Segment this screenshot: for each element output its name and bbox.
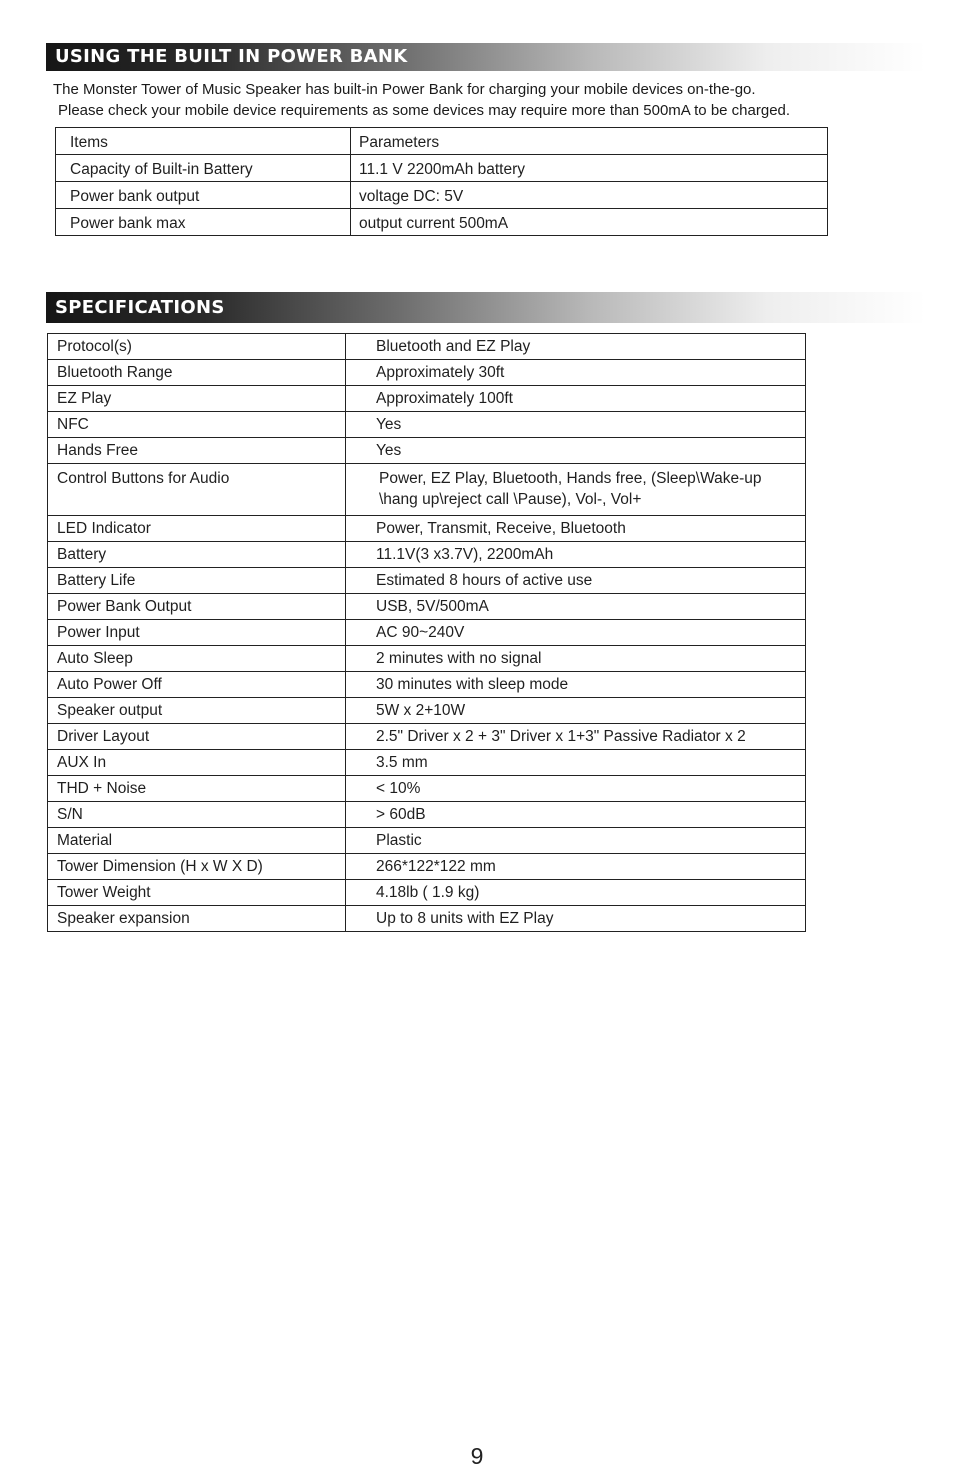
spec-value: [346, 698, 806, 724]
spec-value: [346, 724, 806, 750]
spec-value: [346, 646, 806, 672]
spec-label: S/N: [48, 802, 346, 828]
spec-value-line: USB, 5V/500mA: [376, 598, 489, 615]
power-bank-table: [55, 127, 828, 236]
spec-label: Driver Layout: [48, 724, 346, 750]
spec-value-line: Up to 8 units with EZ Play: [376, 910, 554, 927]
spec-value-line: 266*122*122 mm: [376, 858, 496, 875]
spec-value-line: Power, EZ Play, Bluetooth, Hands free, (Sleep\Wake-up: [379, 470, 762, 487]
spec-label: Battery: [48, 542, 346, 568]
spec-value: [346, 620, 806, 646]
table-cell-parameter: output current 500mA: [351, 209, 828, 236]
spec-row: [48, 750, 806, 776]
spec-row: [48, 854, 806, 880]
spec-row: [48, 464, 806, 516]
spec-label: Tower Dimension (H x W X D): [48, 854, 346, 880]
spec-value-line: 30 minutes with sleep mode: [376, 676, 569, 693]
spec-value: [346, 594, 806, 620]
spec-value-line: Approximately 100ft: [376, 390, 513, 407]
spec-value-line: Approximately 30ft: [376, 364, 505, 381]
power-bank-intro-line-1: The Monster Tower of Music Speaker has built-in Power Bank for charging your mobile devices on-the-go.: [53, 81, 756, 98]
table-cell-item: Capacity of Built-in Battery: [56, 155, 351, 182]
spec-row: [48, 438, 806, 464]
spec-value-line: 4.18lb ( 1.9 kg): [376, 884, 480, 901]
spec-value-line: 2.5" Driver x 2 + 3" Driver x 1+3" Passive Radiator x 2: [376, 728, 746, 745]
spec-row: [48, 672, 806, 698]
table-header-cell: Items: [56, 128, 351, 155]
spec-value: [346, 464, 806, 516]
spec-label: THD + Noise: [48, 776, 346, 802]
spec-value-line: \hang up\reject call \Pause), Vol-, Vol+: [379, 491, 642, 508]
spec-value: [346, 802, 806, 828]
spec-row: [48, 880, 806, 906]
specifications-section-title: SPECIFICATIONS: [55, 297, 225, 318]
spec-value: [346, 828, 806, 854]
power-bank-intro-line-2: Please check your mobile device requirements as some devices may require more than 500mA to be charged.: [58, 102, 791, 119]
specifications-table: [47, 333, 806, 932]
spec-row: [48, 646, 806, 672]
power-bank-section-title: USING THE BUILT IN POWER BANK: [55, 46, 408, 67]
spec-value-line: 11.1V(3 x3.7V), 2200mAh: [376, 546, 554, 563]
spec-label: Tower Weight: [48, 880, 346, 906]
spec-label: Hands Free: [48, 438, 346, 464]
spec-row: [48, 698, 806, 724]
spec-label: AUX In: [48, 750, 346, 776]
spec-label: LED Indicator: [48, 516, 346, 542]
table-cell-item: Power bank output: [56, 182, 351, 209]
spec-row: [48, 516, 806, 542]
spec-label: NFC: [48, 412, 346, 438]
spec-value: [346, 776, 806, 802]
specifications-section-header: [46, 292, 926, 323]
table-header-cell: Parameters: [351, 128, 828, 155]
spec-label: Speaker output: [48, 698, 346, 724]
spec-value: [346, 880, 806, 906]
spec-value-line: AC 90~240V: [376, 624, 465, 641]
table-cell-parameter: 11.1 V 2200mAh battery: [351, 155, 828, 182]
spec-label: Bluetooth Range: [48, 360, 346, 386]
table-header-row: [56, 128, 828, 155]
spec-value-line: Power, Transmit, Receive, Bluetooth: [376, 520, 626, 537]
spec-row: [48, 360, 806, 386]
spec-label: Protocol(s): [48, 334, 346, 360]
spec-value-line: 5W x 2+10W: [376, 702, 466, 719]
table-cell-item: Power bank max: [56, 209, 351, 236]
spec-label: Battery Life: [48, 568, 346, 594]
spec-value-line: Estimated 8 hours of active use: [376, 572, 593, 589]
spec-label: Auto Power Off: [48, 672, 346, 698]
spec-value-line: Yes: [376, 442, 402, 459]
spec-row: [48, 802, 806, 828]
table-row: [56, 209, 828, 236]
spec-value-line: Bluetooth and EZ Play: [376, 338, 531, 355]
spec-value: [346, 386, 806, 412]
spec-row: [48, 542, 806, 568]
spec-label: Power Bank Output: [48, 594, 346, 620]
spec-label: Control Buttons for Audio: [48, 464, 346, 516]
spec-row: [48, 776, 806, 802]
spec-value-line: < 10%: [376, 780, 421, 797]
spec-value: [346, 568, 806, 594]
spec-row: [48, 568, 806, 594]
spec-value-line: 3.5 mm: [376, 754, 428, 771]
spec-value: [346, 750, 806, 776]
spec-label: Material: [48, 828, 346, 854]
spec-label: EZ Play: [48, 386, 346, 412]
spec-value: [346, 542, 806, 568]
spec-row: [48, 724, 806, 750]
spec-row: [48, 334, 806, 360]
table-row: [56, 155, 828, 182]
page-number: 9: [470, 1443, 484, 1469]
spec-row: [48, 828, 806, 854]
spec-value: [346, 360, 806, 386]
spec-value: [346, 854, 806, 880]
spec-value-line: 2 minutes with no signal: [376, 650, 542, 667]
spec-value: [346, 516, 806, 542]
spec-label: Speaker expansion: [48, 906, 346, 932]
spec-value: [346, 438, 806, 464]
spec-value-line: Plastic: [376, 832, 422, 849]
spec-row: [48, 620, 806, 646]
spec-row: [48, 386, 806, 412]
spec-value-line: Yes: [376, 416, 402, 433]
spec-row: [48, 412, 806, 438]
spec-label: Power Input: [48, 620, 346, 646]
table-cell-parameter: voltage DC: 5V: [351, 182, 828, 209]
spec-value: [346, 334, 806, 360]
spec-value-line: > 60dB: [376, 806, 426, 823]
spec-value: [346, 906, 806, 932]
power-bank-section-header: [46, 43, 926, 71]
spec-row: [48, 906, 806, 932]
spec-value: [346, 412, 806, 438]
spec-value: [346, 672, 806, 698]
spec-label: Auto Sleep: [48, 646, 346, 672]
table-row: [56, 182, 828, 209]
spec-row: [48, 594, 806, 620]
